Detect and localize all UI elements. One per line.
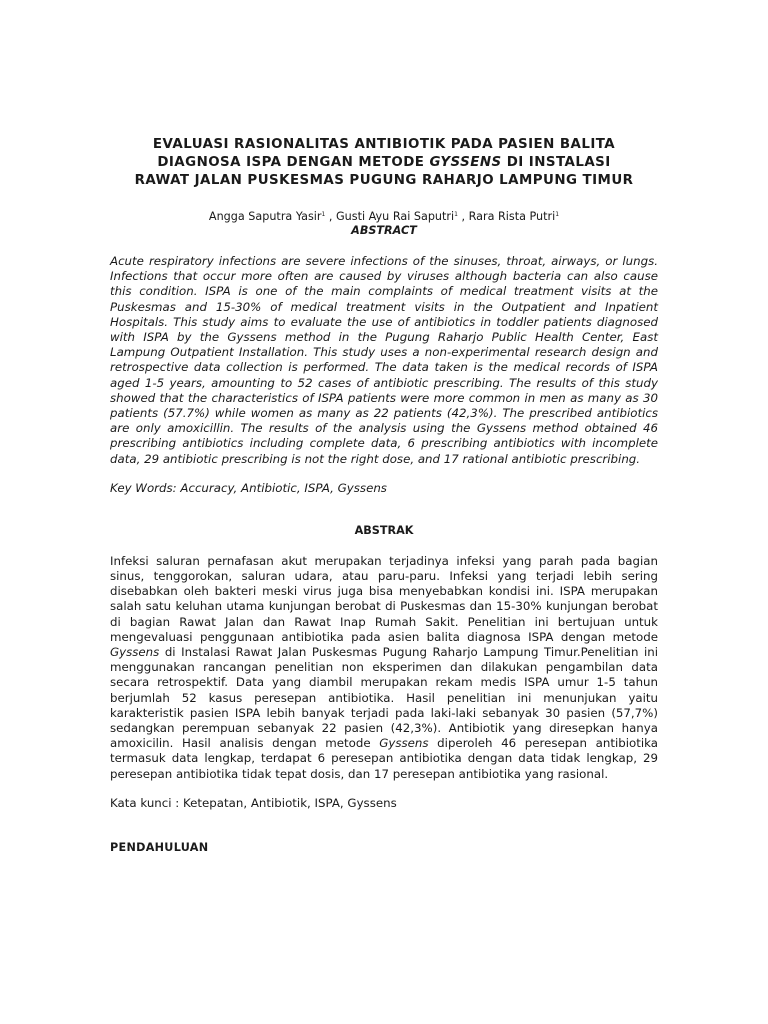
author-affiliation: 1 xyxy=(321,211,326,218)
keywords-en: Key Words: Accuracy, Antibiotic, ISPA, Gyssens xyxy=(110,480,387,495)
paper-page xyxy=(110,136,658,855)
author-name: Gusti Ayu Rai Saputri xyxy=(336,210,455,223)
author-name: Angga Saputra Yasir xyxy=(208,210,322,223)
author-affiliation: 1 xyxy=(555,211,560,218)
abstrak-text-part-3: diperoleh 46 peresepan antibiotika termasuk data lengkap, terdapat 6 peresepan antibiotika dengan data tidak lengkap, 29 peresepan antibiotika tidak tepat dosis, dan 17 peresepan antibiotika yang rasional. xyxy=(110,736,658,781)
title-line-2-prefix: DIAGNOSA ISPA DENGAN METODE xyxy=(157,155,430,170)
title-line-1: EVALUASI RASIONALITAS ANTIBIOTIK PADA PASIEN BALITA xyxy=(152,137,616,152)
abstract-body: Acute respiratory infections are severe infections of the sinuses, throat, airways, or lungs. Infections that occur more often are caused by viruses although bacteria can also cause this condition. ISPA is one of the main complaints of medical treatment visits at the Puskesmas and 15-30% of medical treatment visits in the Outpatient and Inpatient Hospitals. This study aims to evaluate the use of antibiotics in toddler patients diagnosed with ISPA by the Gyssens method in the Pugung Raharjo Public Health Center, East Lampung Outpatient Installation. This study uses a non-experimental research design and retrospective data collection is performed. The data taken is the medical records of ISPA aged 1-5 years, amounting to 52 cases of antibiotic prescribing. The results of this study showed that the characteristics of ISPA patients were more common in men as many as 30 patients (57.7%) while women as many as 22 patients (42,3%). The prescribed antibiotics are only amoxicillin. The results of the analysis using the Gyssens method obtained 46 prescribing antibiotics including complete data, 6 prescribing antibiotics with incomplete data, 29 antibiotic prescribing is not the right dose, and 17 rational antibiotic prescribing. xyxy=(110,254,658,466)
author-separator: , xyxy=(325,210,337,223)
abstrak-body xyxy=(110,554,658,782)
abstrak-text-part-1: Infeksi saluran pernafasan akut merupakan terjadinya infeksi yang parah pada bagian sinus, tenggorokan, saluran udara, atau paru-paru. Infeksi yang terjadi lebih sering disebabkan oleh bakteri meski virus juga bisa menyebabkan kondisi ini. ISPA merupakan salah satu keluhan utama kunjungan berobat di Puskesmas dan 15-30% kunjungan berobat di bagian Rawat Jalan dan Rawat Inap Rumah Sakit. Penelitian ini bertujuan untuk mengevaluasi penggunaan antibiotika pada asien balita diagnosa ISPA dengan metode xyxy=(110,553,658,644)
author-list xyxy=(110,207,658,224)
abstrak-method-name: Gyssens xyxy=(110,645,160,660)
abstrak-method-name: Gyssens xyxy=(379,736,429,751)
title-line-2-suffix: DI INSTALASI xyxy=(501,155,611,170)
title-method-name: GYSSENS xyxy=(429,155,502,170)
abstract-heading: ABSTRACT xyxy=(351,224,417,237)
author-separator: , xyxy=(457,210,469,223)
abstrak-text-part-2: di Instalasi Rawat Jalan Puskesmas Pugung Raharjo Lampung Timur.Penelitian ini menggunakan rancangan penelitian non eksperimen dan dilakukan pengambilan data secara retrospektif. Data yang diambil merupakan rekam medis ISPA umur 1-5 tahun berjumlah 52 kasus peresepan antibiotika. Hasil penelitian ini menunjukan yaitu karakteristik pasien ISPA lebih banyak terjadi pada laki-laki sebanyak 30 pasien (57,7%) sedangkan perempuan sebanyak 22 pasien (42,3%). Antibiotik yang diresepkan hanya amoxicilin. Hasil analisis dengan metode xyxy=(110,645,658,751)
title-line-3: RAWAT JALAN PUSKESMAS PUGUNG RAHARJO LAMPUNG TIMUR xyxy=(134,173,634,188)
keywords-id: Kata kunci : Ketepatan, Antibiotik, ISPA, Gyssens xyxy=(110,795,397,810)
author-name: Rara Rista Putri xyxy=(468,210,556,223)
section-heading-pendahuluan: PENDAHULUAN xyxy=(110,840,209,854)
abstrak-heading: ABSTRAK xyxy=(354,523,414,537)
title-line-2 xyxy=(110,154,658,172)
paper-title xyxy=(110,136,658,190)
author-affiliation: 1 xyxy=(454,211,458,218)
